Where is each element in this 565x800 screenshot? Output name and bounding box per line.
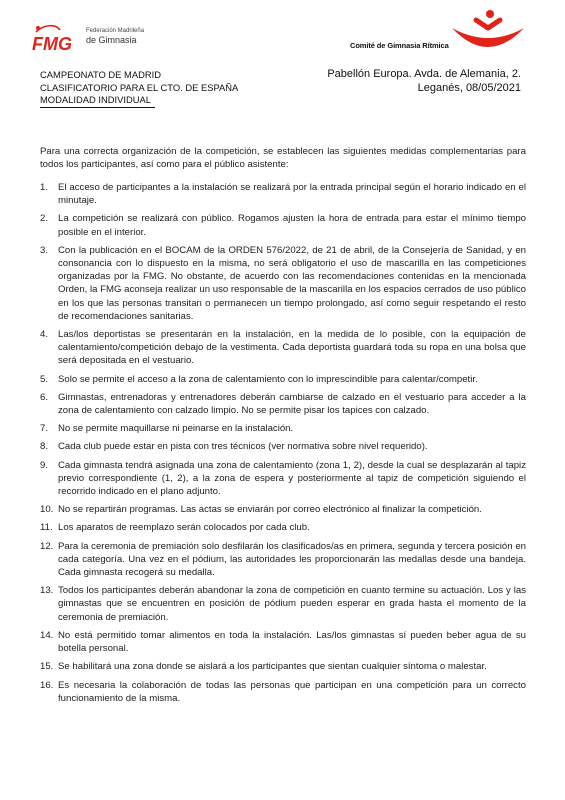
committee-label: Comité de Gimnasia Rítmica xyxy=(350,41,449,50)
rule-text: Cada gimnasta tendrá asignada una zona de calentamiento (zona 1, 2), desde la cual se desplazarán al tapiz previo correspondiente (1, 2), a la zona de espera y posteriormente al tapiz de competición siguiendo el recorrido indicado en el plano adjunto. xyxy=(58,459,526,498)
rule-item xyxy=(40,660,526,673)
rule-number: 6. xyxy=(40,391,49,403)
event-subtitle: CLASIFICATORIO PARA EL CTO. DE ESPAÑA xyxy=(40,81,239,93)
rule-text: El acceso de participantes a la instalación se realizará por la entrada principal según el horario indicado en el minutaje. xyxy=(58,182,526,207)
fmg-logo xyxy=(30,22,150,58)
rule-item xyxy=(40,212,526,238)
rule-text: Gimnastas, entrenadoras y entrenadores deberán cambiarse de calzado en el vestuario para acceder a la zona de calentamiento con calzado limpio. No se permite pisar los tapices con calzado. xyxy=(58,391,526,417)
fmg-logo-letters: FMG xyxy=(32,34,72,54)
rule-number: 15. xyxy=(40,661,54,673)
fmg-logo-text xyxy=(86,28,144,46)
rule-number: 2. xyxy=(40,213,49,225)
rule-number: 12. xyxy=(40,540,54,552)
rule-item xyxy=(40,459,526,499)
rule-item xyxy=(40,679,526,705)
rule-number: 10. xyxy=(40,504,54,516)
venue-info xyxy=(327,67,521,95)
rule-text: Los aparatos de reemplazo serán colocados por cada club. xyxy=(58,522,310,534)
venue-date: Leganés, 08/05/2021 xyxy=(417,82,521,94)
rule-number: 1. xyxy=(40,182,49,193)
rule-item xyxy=(40,181,526,207)
rule-item xyxy=(40,440,526,453)
rule-item xyxy=(40,373,526,386)
fmg-logo-line-1: Federación Madrileña xyxy=(86,28,145,34)
fmg-logo-mark xyxy=(30,22,82,56)
rhythmic-gymnastics-logo xyxy=(448,8,526,52)
rule-item xyxy=(40,503,526,516)
rule-number: 8. xyxy=(40,441,49,453)
rule-item xyxy=(40,540,526,580)
rule-text: Solo se permite el acceso a la zona de calentamiento con lo imprescindible para calentar/competir. xyxy=(58,373,478,385)
rule-text: Cada club puede estar en pista con tres técnicos (ver normativa sobre nivel requerido). xyxy=(58,441,428,453)
rule-number: 5. xyxy=(40,373,49,385)
rule-text: Para la ceremonia de premiación solo desfilarán los clasificados/as en primera, segunda y tercera posición en cada categoría. Una vez en el pódium, las autoridades les proporcionarán las medallas desde una bandeja. Cada gimnasta recogerá su medalla. xyxy=(58,540,526,579)
rule-item xyxy=(40,328,526,368)
rule-number: 7. xyxy=(40,423,49,435)
rule-item xyxy=(40,422,526,435)
rule-item xyxy=(40,244,526,323)
rule-item xyxy=(40,391,526,417)
rule-number: 16. xyxy=(40,679,54,691)
rule-item xyxy=(40,629,526,655)
event-title: CAMPEONATO DE MADRID xyxy=(40,69,162,80)
rule-text: La competición se realizará con público. Rogamos ajusten la hora de entrada para estar el mínimo tiempo posible en el interior. xyxy=(58,213,526,238)
rule-text: No está permitido tomar alimentos en toda la instalación. Las/los gimnastas sí pueden beber agua de su botella personal. xyxy=(58,629,526,655)
rule-number: 9. xyxy=(40,459,49,471)
rule-item xyxy=(40,521,526,534)
rule-number: 11. xyxy=(40,522,53,534)
rule-text: Con la publicación en el BOCAM de la ORDEN 576/2022, de 21 de abril, de la Consejería de Sanidad, y en consonancia con lo dispuesto en la misma, no será obligatorio el uso de mascarilla en las competiciones organizadas por la FMG. No obstante, de acuerdo con las recomendaciones contenidas en la mencionada Orden, la FMG aconseja realizar un uso responsable de la mascarilla en los espacios cerrados de uso público en los que las personas transitan o permanecen un tiempo prolongado, así como seguir respetando el resto de recomendaciones sanitarias. xyxy=(58,244,526,322)
rule-number: 13. xyxy=(40,585,54,597)
event-modality: MODALIDAD INDIVIDUAL xyxy=(40,94,155,108)
rule-item xyxy=(40,584,526,624)
rule-text: Se habilitará una zona donde se aislará a los participantes que sientan cualquier síntoma o malestar. xyxy=(58,661,487,673)
event-info xyxy=(40,69,238,108)
rules-list xyxy=(40,181,526,710)
rule-text: Las/los deportistas se presentarán en la instalación, en la medida de lo posible, con la equipación de calentamiento/competición debajo de la vestimenta. Cada deportista guardará toda su ropa en una bolsa que será depositada en el vestuario. xyxy=(58,329,526,367)
rule-number: 3. xyxy=(40,244,49,256)
intro-paragraph: Para una correcta organización de la competición, se establecen las siguientes medidas complementarias para todos los participantes, así como para el público asistente: xyxy=(40,146,526,171)
rule-text: No se permite maquillarse ni peinarse en la instalación. xyxy=(58,423,294,435)
venue-address: Pabellón Europa. Avda. de Alemania, 2. xyxy=(327,68,521,80)
rule-number: 14. xyxy=(40,629,54,641)
fmg-logo-line-2: de Gimnasia xyxy=(86,35,137,45)
rule-text: Es necesaria la colaboración de todas las personas que participan en una competición para un correcto funcionamiento de la misma. xyxy=(58,679,526,704)
rule-text: No se repartirán programas. Las actas se enviarán por correo electrónico al finalizar la competición. xyxy=(58,504,482,516)
rule-text: Todos los participantes deberán abandonar la zona de competición en cuanto termine su actuación. Los y las gimnastas que se encuentren en posición de pódium pueden esperar en grada hasta el momento de la ceremonia de premiación. xyxy=(58,585,526,623)
rule-number: 4. xyxy=(40,329,49,341)
